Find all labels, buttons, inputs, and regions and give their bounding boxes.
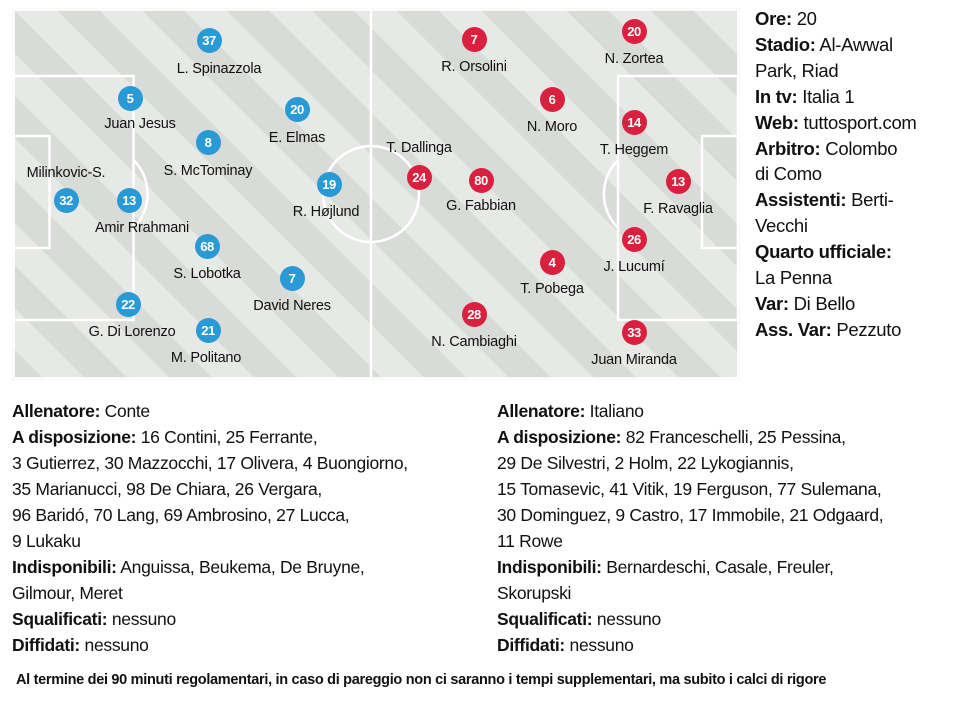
tv-value: Italia 1 bbox=[802, 85, 855, 107]
quarto-label: Quarto ufficiale: bbox=[755, 241, 892, 263]
indisponibili-line: Bernardeschi, Casale, Freuler, bbox=[606, 557, 834, 577]
shirt-number: 7 bbox=[462, 27, 487, 52]
squalificati-value: nessuno bbox=[596, 609, 661, 629]
stadio-value-cont: Park, Riad bbox=[755, 59, 839, 81]
arbitro-label: Arbitro: bbox=[755, 137, 821, 159]
away-team-details bbox=[497, 398, 957, 658]
disposizione-line: 96 Baridó, 70 Lang, 69 Ambrosino, 27 Lucca, bbox=[12, 505, 350, 525]
indisponibili-line: Gilmour, Meret bbox=[12, 583, 123, 603]
pitch bbox=[12, 8, 740, 380]
shirt-number: 8 bbox=[196, 130, 221, 155]
shirt-number: 26 bbox=[622, 227, 647, 252]
player-name: R. Højlund bbox=[292, 204, 360, 220]
player-name: T. Heggem bbox=[599, 142, 669, 158]
shirt-number: 7 bbox=[280, 266, 305, 291]
allenatore-label: Allenatore: bbox=[497, 401, 586, 421]
disposizione-line: 3 Gutierrez, 30 Mazzocchi, 17 Olivera, 4 Buongiorno, bbox=[12, 453, 408, 473]
shirt-number: 37 bbox=[197, 28, 222, 53]
var-value: Di Bello bbox=[793, 292, 855, 314]
player-name: Amir Rrahmani bbox=[94, 220, 190, 236]
shirt-number: 13 bbox=[117, 188, 142, 213]
home-team-details bbox=[12, 398, 472, 658]
player-name: E. Elmas bbox=[268, 130, 326, 146]
disposizione-line: 29 De Silvestri, 2 Holm, 22 Lykogiannis, bbox=[497, 453, 794, 473]
player-name: T. Pobega bbox=[520, 281, 584, 297]
disposizione-line: 11 Rowe bbox=[497, 531, 563, 551]
allenatore-label: Allenatore: bbox=[12, 401, 101, 421]
shirt-number: 28 bbox=[462, 302, 487, 327]
shirt-number: 6 bbox=[540, 87, 565, 112]
diffidati-label: Diffidati: bbox=[497, 635, 565, 655]
squalificati-label: Squalificati: bbox=[497, 609, 593, 629]
player-name: R. Orsolini bbox=[441, 59, 507, 75]
disposizione-line: 15 Tomasevic, 41 Vitik, 19 Ferguson, 77 Sulemana, bbox=[497, 479, 882, 499]
player-name: N. Cambiaghi bbox=[431, 334, 517, 350]
assvar-label: Ass. Var: bbox=[755, 318, 832, 340]
player-name: David Neres bbox=[253, 298, 331, 314]
indisponibili-line: Skorupski bbox=[497, 583, 572, 603]
shirt-number: 13 bbox=[666, 169, 691, 194]
disposizione-line: 82 Franceschelli, 25 Pessina, bbox=[625, 427, 846, 447]
diffidati-value: nessuno bbox=[569, 635, 634, 655]
player-name: S. Lobotka bbox=[173, 266, 241, 282]
disposizione-line: 30 Dominguez, 9 Castro, 17 Immobile, 21 Odgaard, bbox=[497, 505, 884, 525]
shirt-number: 5 bbox=[118, 86, 143, 111]
stadio-value: Al-Awwal bbox=[819, 33, 893, 55]
shirt-number: 20 bbox=[285, 97, 310, 122]
shirt-number: 32 bbox=[54, 188, 79, 213]
player-name: L. Spinazzola bbox=[176, 61, 262, 77]
arbitro-value-cont: di Como bbox=[755, 163, 822, 185]
disposizione-label: A disposizione: bbox=[497, 427, 622, 447]
var-label: Var: bbox=[755, 292, 789, 314]
squalificati-label: Squalificati: bbox=[12, 609, 108, 629]
shirt-number: 33 bbox=[622, 320, 647, 345]
player-name: Juan Jesus bbox=[104, 116, 176, 132]
indisponibili-label: Indisponibili: bbox=[12, 557, 117, 577]
disposizione-line: 9 Lukaku bbox=[12, 531, 81, 551]
allenatore-value: Italiano bbox=[589, 401, 644, 421]
web-value: tuttosport.com bbox=[803, 111, 917, 133]
assvar-value: Pezzuto bbox=[836, 318, 902, 340]
assistenti-value: Berti- bbox=[851, 189, 894, 211]
squalificati-value: nessuno bbox=[111, 609, 176, 629]
shirt-number: 20 bbox=[622, 19, 647, 44]
disposizione-label: A disposizione: bbox=[12, 427, 137, 447]
arbitro-value: Colombo bbox=[825, 137, 898, 159]
match-info bbox=[755, 6, 960, 343]
quarto-value: La Penna bbox=[755, 267, 832, 289]
player-name: G. Di Lorenzo bbox=[88, 324, 176, 340]
shirt-number: 19 bbox=[317, 172, 342, 197]
player-name: N. Moro bbox=[526, 119, 578, 135]
player-name: F. Ravaglia bbox=[643, 201, 713, 217]
stadio-label: Stadio: bbox=[755, 33, 816, 55]
disposizione-line: 35 Marianucci, 98 De Chiara, 26 Vergara, bbox=[12, 479, 322, 499]
shirt-number: 14 bbox=[622, 110, 647, 135]
disposizione-line: 16 Contini, 25 Ferrante, bbox=[140, 427, 318, 447]
ore-value: 20 bbox=[796, 8, 817, 29]
assistenti-value-cont: Vecchi bbox=[755, 215, 808, 237]
diffidati-label: Diffidati: bbox=[12, 635, 80, 655]
indisponibili-line: Anguissa, Beukema, De Bruyne, bbox=[120, 557, 365, 577]
shirt-number: 21 bbox=[196, 318, 221, 343]
player-name: N. Zortea bbox=[604, 51, 664, 67]
player-name: M. Politano bbox=[170, 350, 242, 366]
shirt-number: 24 bbox=[407, 165, 432, 190]
shirt-number: 4 bbox=[540, 250, 565, 275]
player-name: S. McTominay bbox=[163, 163, 253, 179]
ore-label: Ore: bbox=[755, 8, 792, 29]
diffidati-value: nessuno bbox=[84, 635, 149, 655]
player-name: T. Dallinga bbox=[386, 140, 452, 156]
tv-label: In tv: bbox=[755, 85, 798, 107]
player-name: Juan Miranda bbox=[591, 352, 677, 368]
player-name: J. Lucumí bbox=[603, 259, 665, 275]
shirt-number: 80 bbox=[469, 168, 494, 193]
shirt-number: 68 bbox=[195, 234, 220, 259]
web-label: Web: bbox=[755, 111, 799, 133]
footer-note: Al termine dei 90 minuti regolamentari, in caso di pareggio non ci saranno i tempi supplementari, ma subito i calci di rigore bbox=[16, 672, 827, 688]
assistenti-label: Assistenti: bbox=[755, 189, 847, 211]
shirt-number: 22 bbox=[116, 292, 141, 317]
indisponibili-label: Indisponibili: bbox=[497, 557, 602, 577]
player-name: Milinkovic-S. bbox=[26, 165, 106, 181]
player-name: G. Fabbian bbox=[446, 198, 516, 214]
allenatore-value: Conte bbox=[104, 401, 150, 421]
